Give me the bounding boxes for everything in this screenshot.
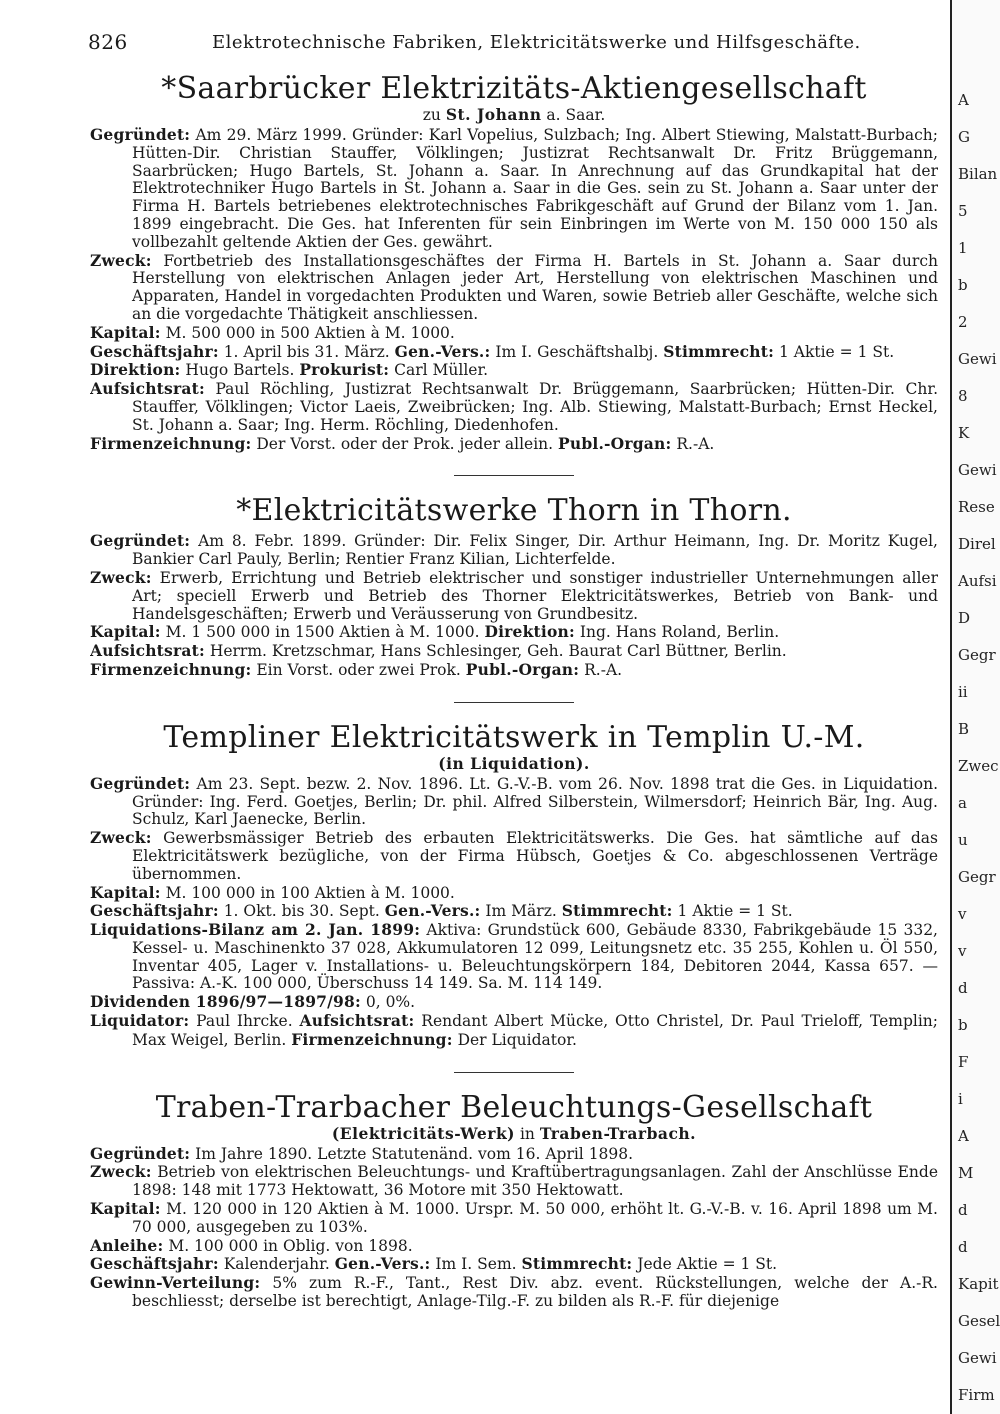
field-text: Ein Vorst. oder zwei Prok.: [256, 660, 461, 679]
field-text: 1 Aktie = 1 St.: [677, 902, 793, 921]
field-text: Hugo Bartels.: [185, 361, 295, 380]
field-label: Zweck:: [90, 828, 152, 848]
field-paragraph: [90, 1145, 938, 1164]
field-text: Im I. Sem.: [435, 1255, 517, 1274]
field-label: Gewinn-Verteilung:: [90, 1273, 261, 1293]
running-header: [88, 30, 948, 56]
field-text: 1. April bis 31. März.: [223, 342, 390, 361]
field-text: Paul Ihrcke.: [196, 1012, 293, 1031]
field-label: Geschäftsjahr:: [90, 1254, 219, 1274]
company-subtitle: [90, 106, 938, 124]
edge-text-fragment: ii: [958, 683, 968, 701]
edge-text-fragment: 1: [958, 239, 968, 257]
field-paragraph: [90, 252, 938, 324]
field-text: Herrm. Kretzschmar, Hans Schlesinger, Geh. Baurat Carl Büttner, Berlin.: [209, 642, 787, 661]
field-paragraph: [90, 1012, 938, 1050]
field-label: Aufsichtsrat:: [299, 1011, 415, 1031]
company-subtitle: [90, 755, 938, 773]
edge-text-fragment: a: [958, 794, 967, 812]
liquidation-note: (in Liquidation).: [438, 753, 590, 773]
field-text: 0, 0%.: [365, 993, 416, 1012]
field-text: 5% zum R.-F., Tant., Rest Div. abz. event. Rückstellungen, welche der A.-R. beschliesst; derselbe ist berechtigt, Anlage-Tilg.-F. zu bilden als R.-F. für diejenige: [132, 1274, 938, 1311]
edge-text-fragment: d: [958, 979, 968, 997]
field-label: Firmenzeichnung:: [90, 433, 252, 453]
field-text: Im I. Geschäftshalbj.: [495, 342, 659, 361]
field-label: Aufsichtsrat:: [90, 641, 205, 661]
field-paragraph: [90, 569, 938, 623]
edge-text-fragment: M: [958, 1164, 974, 1182]
field-label: Publ.-Organ:: [558, 433, 672, 453]
field-label: Gen.-Vers.:: [384, 901, 481, 921]
page-number: 826: [88, 30, 128, 54]
field-paragraph: [90, 829, 938, 883]
field-label: Stimmrecht:: [521, 1254, 633, 1274]
edge-text-fragment: Gegr: [958, 868, 996, 886]
field-paragraph: [90, 623, 938, 642]
field-text: Erwerb, Errichtung und Betrieb elektrischer und sonstiger industrieller Unternehmungen aller Art; speciell Erwerb und Betrieb des Thorner Elektricitätswerkes, Betrieb von Bank- und Handelsgeschäften; Erwerb und Veräusserung von Grundbesitz.: [132, 568, 938, 623]
field-paragraph: [90, 884, 938, 903]
field-text: Carl Müller.: [394, 361, 489, 380]
field-text: 1. Okt. bis 30. Sept.: [223, 902, 380, 921]
field-text: M. 120 000 in 120 Aktien à M. 1000. Urspr. M. 50 000, erhöht lt. G.-V.-B. v. 16. April 1898 um M. 70 000, ausgegeben zu 103%.: [132, 1200, 938, 1236]
edge-text-fragment: b: [958, 276, 968, 294]
subtitle-text: in: [519, 1124, 535, 1143]
subtitle-place: Traben-Trarbach.: [539, 1123, 697, 1143]
company-entry: [90, 721, 938, 1050]
field-text: 1 Aktie = 1 St.: [779, 342, 895, 361]
field-text: Kalenderjahr.: [223, 1255, 330, 1274]
edge-text-fragment: D: [958, 609, 971, 627]
adjacent-page-edge: [950, 0, 1000, 1414]
subtitle-text: zu: [422, 106, 441, 124]
field-label: Anleihe:: [90, 1235, 164, 1255]
edge-text-fragment: Rese: [958, 498, 995, 516]
field-text: Am 23. Sept. bezw. 2. Nov. 1896. Lt. G.-V.-B. vom 26. Nov. 1898 trat die Ges. in Liquidation. Gründer: Ing. Ferd. Goetjes, Berlin; Dr. phil. Alfred Silberstein, Wilmersdorf; Heinrich Bär, Ing. Aug. Schulz, Karl Jaenecke, Berlin.: [132, 774, 938, 829]
edge-text-fragment: Direl: [958, 535, 996, 553]
field-label: Zweck:: [90, 1162, 152, 1182]
field-label: Gegründet:: [90, 531, 191, 551]
field-label: Kapital:: [90, 1199, 161, 1219]
field-text: M. 1 500 000 in 1500 Aktien à M. 1000.: [165, 623, 480, 642]
field-label: Kapital:: [90, 622, 161, 642]
edge-text-fragment: b: [958, 1016, 968, 1034]
edge-text-fragment: Gesel: [958, 1312, 1000, 1330]
field-label: Firmenzeichnung:: [90, 659, 252, 679]
running-title: Elektrotechnische Fabriken, Elektricitätswerke und Hilfsgeschäfte.: [212, 32, 861, 53]
edge-text-fragment: Bilan: [958, 165, 998, 183]
field-text: Am 29. März 1999. Gründer: Karl Vopelius, Sulzbach; Ing. Albert Stiewing, Malstatt-Burbach; Hütten-Dir. Christian Stauffer, Völklingen; Justizrat Rechtsanwalt Dr. Fritz Brüggemann, Saarbrücken; Hugo Bartels, St. Johann a. Saar. In Anrechnung auf das Grundkapital hat der Elektrotechniker Hugo Bartels in St. Johann a. Saar in die Ges. sein zu St. Johann a. Saar unter der Firma H. Bartels betriebenes elektrotechnisches Fabrikgeschäft auf Grund der Bilanz vom 1. Jan. 1899 eingebracht. Die Ges. hat Inferenten für sein Einbringen im Werte von M. 150 000 150 als vollbezahlt geltende Aktien der Ges. gewährt.: [132, 126, 938, 251]
field-paragraph: [90, 343, 938, 362]
company-title: Traben-Trarbacher Beleuchtungs-Gesellschaft: [155, 1089, 873, 1125]
company-title: Templiner Elektricitätswerk in Templin U.-M.: [163, 719, 865, 755]
field-label: Stimmrecht:: [663, 341, 775, 361]
field-text: Gewerbsmässiger Betrieb des erbauten Elektricitätswerks. Die Ges. hat sämtliche auf das Elektricitätswerk bezügliche, von der Firma Hübsch, Goetjes & Co. abgeschlossenen Verträge übernommen.: [132, 829, 938, 883]
field-label: Direktion:: [484, 622, 575, 642]
field-text: Der Liquidator.: [457, 1030, 577, 1049]
field-text: R.-A.: [584, 660, 623, 679]
field-label: Zweck:: [90, 567, 152, 587]
field-label: Geschäftsjahr:: [90, 341, 219, 361]
edge-text-fragment: K: [958, 424, 970, 442]
subtitle-place: St. Johann: [445, 105, 542, 124]
edge-text-fragment: A: [958, 1127, 969, 1145]
edge-text-fragment: Gewi: [958, 350, 997, 368]
entry-separator: [454, 475, 574, 476]
field-label: Zweck:: [90, 250, 152, 270]
field-paragraph: [90, 1200, 938, 1237]
field-label: Liquidator:: [90, 1011, 190, 1031]
subtitle-text: a. Saar.: [546, 106, 606, 124]
subtitle-bold: (Elektricitäts-Werk): [331, 1123, 516, 1143]
field-paragraph: [90, 661, 938, 680]
company-entry: [90, 72, 938, 453]
edge-text-fragment: Zwec: [958, 757, 999, 775]
field-text: Jede Aktie = 1 St.: [637, 1255, 778, 1274]
edge-text-fragment: d: [958, 1238, 968, 1256]
field-paragraph: [90, 1255, 938, 1274]
edge-text-fragment: v: [958, 905, 967, 923]
company-entry: [90, 1091, 938, 1311]
edge-text-fragment: v: [958, 942, 967, 960]
field-text: Der Vorst. oder der Prok. jeder allein.: [256, 434, 554, 453]
field-label: Gen.-Vers.:: [394, 341, 491, 361]
field-label: Publ.-Organ:: [465, 659, 580, 679]
field-text: M. 100 000 in Oblig. von 1898.: [168, 1236, 413, 1255]
field-text: Rendant Albert Mücke, Otto Christel, Dr. Paul Trieloff, Templin; Max Weigel, Berlin.: [132, 1012, 938, 1049]
edge-text-fragment: i: [958, 1090, 963, 1108]
field-text: Fortbetrieb des Installationsgeschäftes der Firma H. Bartels in St. Johann a. Saar durch Herstellung von elektrischen Anlagen jeder Art, Herstellung von elektrischen Maschinen und Apparaten, Handel in vorgedachten Produkten und Waren, sowie Betrieb aller Geschäfte, welche sich an die vorgedachte Thätigkeit anschliessen.: [132, 251, 938, 323]
edge-text-fragment: A: [958, 91, 969, 109]
field-paragraph: [90, 324, 938, 343]
field-text: M. 500 000 in 500 Aktien à M. 1000.: [165, 323, 455, 342]
field-label: Kapital:: [90, 882, 161, 902]
field-label: Liquidations-Bilanz am 2. Jan. 1899:: [90, 920, 421, 940]
field-paragraph: [90, 1237, 938, 1256]
edge-text-fragment: 8: [958, 387, 968, 405]
edge-text-fragment: Gegr: [958, 646, 996, 664]
field-label: Gegründet:: [90, 773, 191, 793]
edge-text-fragment: 5: [958, 202, 968, 220]
field-label: Firmenzeichnung:: [291, 1029, 453, 1049]
edge-text-fragment: Kapit: [958, 1275, 999, 1293]
field-text: Am 8. Febr. 1899. Gründer: Dir. Felix Singer, Dir. Arthur Heimann, Ing. Dr. Moritz Kugel, Bankier Carl Pauly, Berlin; Rentier Franz Kilian, Lichterfelde.: [132, 532, 938, 569]
entry-separator: [454, 1072, 574, 1073]
field-text: R.-A.: [676, 434, 715, 453]
edge-text-fragment: u: [958, 831, 968, 849]
edge-text-fragment: F: [958, 1053, 969, 1071]
edge-text-fragment: Gewi: [958, 461, 997, 479]
company-subtitle: [90, 1125, 938, 1143]
entry-separator: [454, 702, 574, 703]
field-label: Aufsichtsrat:: [90, 379, 205, 399]
field-paragraph: [90, 435, 938, 454]
main-column: [90, 72, 938, 1407]
field-paragraph: [90, 1163, 938, 1200]
field-paragraph: [90, 775, 938, 829]
field-text: M. 100 000 in 100 Aktien à M. 1000.: [165, 883, 455, 902]
field-label: Stimmrecht:: [561, 901, 673, 921]
field-paragraph: [90, 380, 938, 434]
field-label: Gegründet:: [90, 125, 191, 144]
field-paragraph: [90, 902, 938, 921]
edge-text-fragment: 2: [958, 313, 968, 331]
field-paragraph: [90, 642, 938, 661]
field-text: Im März.: [485, 902, 557, 921]
field-paragraph: [90, 921, 938, 993]
field-paragraph: [90, 532, 938, 569]
field-paragraph: [90, 126, 938, 252]
field-label: Direktion:: [90, 360, 181, 380]
edge-text-fragment: G: [958, 128, 970, 146]
field-label: Gegründet:: [90, 1143, 191, 1163]
field-text: Paul Röchling, Justizrat Rechtsanwalt Dr. Brüggemann, Saarbrücken; Hütten-Dir. Chr. Stauffer, Völklingen; Victor Laeis, Zweibrücken; Ing. Alb. Stiewing, Malstatt-Burbach; Ernst Heckel, St. Johann a. Saar; Ing. Herm. Röchling, Diedenhofen.: [132, 380, 938, 434]
field-paragraph: [90, 993, 938, 1012]
company-entry: [90, 494, 938, 679]
edge-text-fragment: B: [958, 720, 970, 738]
field-label: Prokurist:: [299, 360, 390, 380]
edge-text-fragment: Aufsi: [958, 572, 997, 590]
field-text: Betrieb von elektrischen Beleuchtungs- und Kraftübertragungsanlagen. Zahl der Anschlüsse Ende 1898: 148 mit 1773 Hektowatt, 36 Motore mit 350 Hektowatt.: [132, 1163, 938, 1200]
edge-text-fragment: Firm: [958, 1386, 995, 1404]
edge-text-fragment: Gewi: [958, 1349, 997, 1367]
field-label: Gen.-Vers.:: [334, 1254, 431, 1274]
field-paragraph: [90, 361, 938, 380]
company-title: *Elektricitätswerke Thorn in Thorn.: [236, 493, 792, 529]
company-title: *Saarbrücker Elektrizitäts-Aktiengesellschaft: [161, 72, 867, 106]
field-label: Kapital:: [90, 322, 161, 342]
field-paragraph: [90, 1274, 938, 1311]
field-label: Dividenden 1896/97—1897/98:: [90, 992, 361, 1012]
field-text: Aktiva: Grundstück 600, Gebäude 8330, Fabrikgebäude 15 332, Kessel- u. Maschinenkto 37 028, Akkumulatoren 12 099, Leitungsnetz etc. 35 255, Kohlen u. Öl 550, Inventar 405, Lager v. Installations- u. Beleuchtungskörpern 184, Debitoren 2044, Kassa 657. — Passiva: A.-K. 100 000, Überschuss 14 149. Sa. M. 114 149.: [132, 921, 938, 993]
field-label: Geschäftsjahr:: [90, 901, 219, 921]
field-text: Im Jahre 1890. Letzte Statutenänd. vom 16. April 1898.: [195, 1144, 634, 1163]
edge-text-fragment: d: [958, 1201, 968, 1219]
field-text: Ing. Hans Roland, Berlin.: [579, 623, 780, 642]
